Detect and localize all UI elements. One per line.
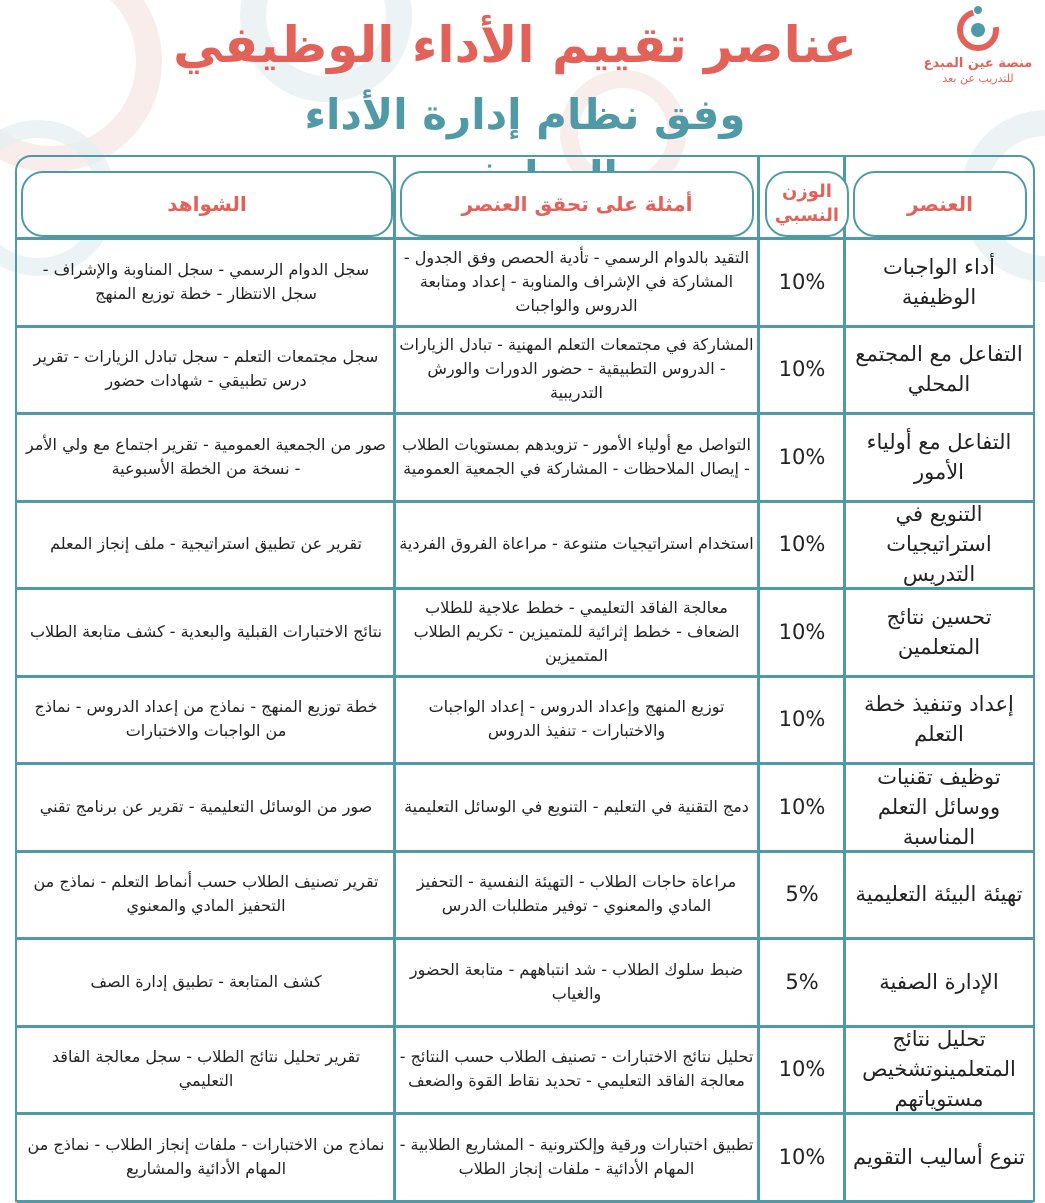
evidence-cell bbox=[23, 591, 389, 673]
evidence-cell bbox=[23, 854, 389, 936]
examples-cell-text: مراعاة حاجات الطلاب - التهيئة النفسية - التحفيز المادي والمعنوي - توفير متطلبات الدرس bbox=[416, 872, 737, 916]
element-cell bbox=[849, 504, 1029, 586]
element-cell-text: تحسين نتائج المتعلمين bbox=[886, 604, 992, 659]
examples-cell-text: ضبط سلوك الطلاب - شد انتباههم - متابعة الحضور والغياب bbox=[409, 959, 744, 1003]
header-weight: الوزن النسبي bbox=[765, 171, 849, 237]
weight-cell bbox=[762, 329, 842, 411]
element-cell bbox=[849, 591, 1029, 673]
examples-cell bbox=[399, 591, 754, 673]
element-cell-text: تهيئة البيئة التعليمية bbox=[855, 882, 1023, 907]
examples-cell-text: تحليل نتائج الاختبارات - تصنيف الطلاب حسب النتائج - معالجة الفاقد التعليمي - تحديد نقاط القوة والضعف bbox=[399, 1047, 754, 1091]
evidence-cell-text: صور من الوسائل التعليمية - تقرير عن برنامج تقني bbox=[39, 796, 373, 816]
element-cell-text: التفاعل مع أولياء الأمور bbox=[866, 429, 1012, 484]
evidence-cell bbox=[23, 241, 389, 323]
examples-cell bbox=[399, 329, 754, 411]
weight-cell bbox=[762, 854, 842, 936]
element-cell bbox=[849, 416, 1029, 498]
element-cell bbox=[849, 241, 1029, 323]
element-cell-text: أداء الواجبات الوظيفية bbox=[883, 254, 995, 309]
evidence-cell-text: تقرير تحليل نتائج الطلاب - سجل معالجة الفاقد التعليمي bbox=[51, 1047, 361, 1091]
evidence-cell-text: تقرير تصنيف الطلاب حسب أنماط التعلم - نماذج من التحفيز المادي والمعنوي bbox=[33, 872, 379, 916]
weight-cell-text: 5% bbox=[785, 969, 819, 994]
row-divider bbox=[17, 675, 1033, 678]
column-divider bbox=[843, 157, 846, 1202]
page-subtitle: وفق نظام إدارة الأداء bbox=[304, 90, 746, 139]
examples-cell bbox=[399, 241, 754, 323]
header-examples: أمثلة على تحقق العنصر bbox=[400, 171, 754, 237]
examples-cell bbox=[399, 504, 754, 586]
examples-cell bbox=[399, 766, 754, 848]
examples-cell bbox=[399, 941, 754, 1023]
row-divider bbox=[17, 587, 1033, 590]
examples-cell-text: دمج التقنية في التعليم - التنويع في الوسائل التعليمية bbox=[404, 796, 749, 816]
element-cell bbox=[849, 329, 1029, 411]
element-cell-text: التفاعل مع المجتمع المحلي bbox=[855, 342, 1023, 397]
evaluation-table bbox=[15, 155, 1035, 1202]
evidence-cell bbox=[23, 1116, 389, 1198]
examples-cell-text: المشاركة في مجتمعات التعلم المهنية - تبادل الزيارات - الدروس التطبيقية - حضور الدورات والورش التدريبية bbox=[399, 335, 754, 403]
row-divider bbox=[17, 937, 1033, 940]
element-cell-text: إعداد وتنفيذ خطة التعلم bbox=[864, 692, 1014, 747]
examples-cell-text: استخدام استراتيجيات متنوعة - مراعاة الفروق الفردية bbox=[399, 534, 754, 554]
evidence-cell-text: كشف المتابعة - تطبيق إدارة الصف bbox=[90, 971, 322, 991]
weight-cell bbox=[762, 1116, 842, 1198]
logo-name: منصة عين المبدع bbox=[923, 56, 1033, 71]
row-divider bbox=[17, 325, 1033, 328]
examples-cell bbox=[399, 416, 754, 498]
weight-cell-text: 10% bbox=[778, 707, 826, 732]
evidence-cell bbox=[23, 679, 389, 761]
element-cell bbox=[849, 1116, 1029, 1198]
row-divider bbox=[17, 412, 1033, 415]
element-cell-text: تحليل نتائج المتعلمينوتشخيص مستوياتهم bbox=[862, 1027, 1016, 1112]
element-cell bbox=[849, 679, 1029, 761]
evidence-cell-text: صور من الجمعية العمومية - تقرير اجتماع مع ولي الأمر - نسخة من الخطة الأسبوعية bbox=[26, 434, 386, 478]
examples-cell bbox=[399, 1029, 754, 1111]
header-evidence: الشواهد bbox=[21, 171, 393, 237]
examples-cell-text: التقيد بالدوام الرسمي - تأدية الحصص وفق الجدول - المشاركة في الإشراف والمناوبة - إعداد ومتابعة الدروس والواجبات bbox=[403, 247, 750, 315]
column-divider bbox=[393, 157, 396, 1202]
examples-cell bbox=[399, 854, 754, 936]
evidence-cell-text: خطة توزيع المنهج - نماذج من إعداد الدروس - نماذج من الواجبات والاختبارات bbox=[34, 697, 378, 741]
weight-cell bbox=[762, 941, 842, 1023]
evidence-cell bbox=[23, 504, 389, 586]
row-divider bbox=[17, 1112, 1033, 1115]
examples-cell bbox=[399, 679, 754, 761]
element-cell bbox=[849, 766, 1029, 848]
evidence-cell-text: سجل الدوام الرسمي - سجل المناوبة والإشراف - سجل الانتظار - خطة توزيع المنهج bbox=[42, 259, 370, 303]
evidence-cell bbox=[23, 941, 389, 1023]
column-divider bbox=[757, 157, 760, 1202]
examples-cell-text: التواصل مع أولياء الأمور - تزويدهم بمستويات الطلاب - إيصال الملاحظات - المشاركة في الجمعية العمومية bbox=[402, 434, 751, 478]
brand-logo bbox=[923, 4, 1033, 104]
weight-cell bbox=[762, 679, 842, 761]
element-cell bbox=[849, 854, 1029, 936]
row-divider bbox=[17, 850, 1033, 853]
element-cell-text: التنويع في استراتيجيات التدريس bbox=[886, 502, 992, 587]
evidence-cell-text: نماذج من الاختبارات - ملفات إنجاز الطلاب - نماذج من المهام الأدائية والمشاريع bbox=[27, 1134, 385, 1178]
eye-logo-icon bbox=[948, 4, 1008, 54]
evidence-cell bbox=[23, 1029, 389, 1111]
page-title: عناصر تقييم الأداء الوظيفي bbox=[173, 16, 857, 74]
examples-cell-text: تطبيق اختبارات ورقية وإلكترونية - المشاريع الطلابية - المهام الأدائية - ملفات إنجاز الطلاب bbox=[399, 1134, 754, 1178]
weight-cell-text: 5% bbox=[785, 882, 819, 907]
evidence-cell bbox=[23, 766, 389, 848]
element-cell bbox=[849, 1029, 1029, 1111]
weight-cell bbox=[762, 241, 842, 323]
weight-cell bbox=[762, 1029, 842, 1111]
row-divider bbox=[17, 237, 1033, 240]
weight-cell bbox=[762, 766, 842, 848]
weight-cell-text: 10% bbox=[778, 532, 826, 557]
evidence-cell bbox=[23, 416, 389, 498]
weight-cell-text: 10% bbox=[778, 357, 826, 382]
examples-cell bbox=[399, 1116, 754, 1198]
evidence-cell-text: سجل مجتمعات التعلم - سجل تبادل الزيارات - تقرير درس تطبيقي - شهادات حضور bbox=[33, 347, 379, 391]
weight-cell-text: 10% bbox=[778, 1057, 826, 1082]
weight-cell-text: 10% bbox=[778, 619, 826, 644]
evidence-cell-text: نتائج الاختبارات القبلية والبعدية - كشف متابعة الطلاب bbox=[29, 621, 383, 641]
weight-cell-text: 10% bbox=[778, 269, 826, 294]
header-element: العنصر bbox=[853, 171, 1027, 237]
weight-cell-text: 10% bbox=[778, 444, 826, 469]
weight-cell-text: 10% bbox=[778, 1144, 826, 1169]
logo-tagline: للتدريب عن بعد bbox=[942, 72, 1014, 85]
examples-cell-text: توزيع المنهج وإعداد الدروس - إعداد الواجبات والاختبارات - تنفيذ الدروس bbox=[428, 697, 725, 741]
examples-cell-text: معالجة الفاقد التعليمي - خطط علاجية للطلاب الضعاف - خطط إثرائية للمتميزين - تكريم الطلاب المتميزين bbox=[413, 597, 740, 665]
weight-cell bbox=[762, 416, 842, 498]
weight-cell-text: 10% bbox=[778, 794, 826, 819]
weight-cell bbox=[762, 591, 842, 673]
evidence-cell bbox=[23, 329, 389, 411]
element-cell-text: توظيف تقنيات ووسائل التعلم المناسبة bbox=[877, 764, 1001, 849]
element-cell-text: تنوع أساليب التقويم bbox=[853, 1144, 1025, 1169]
element-cell-text: الإدارة الصفية bbox=[879, 969, 999, 994]
weight-cell bbox=[762, 504, 842, 586]
element-cell bbox=[849, 941, 1029, 1023]
evidence-cell-text: تقرير عن تطبيق استراتيجية - ملف إنجاز المعلم bbox=[50, 534, 362, 554]
